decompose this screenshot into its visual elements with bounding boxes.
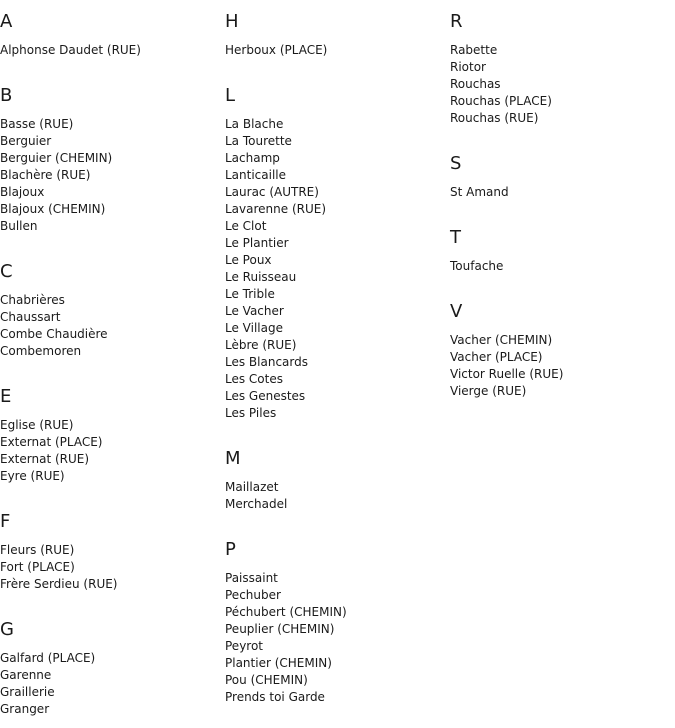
list-item bbox=[225, 587, 445, 604]
street-link[interactable]: Galfard (PLACE) bbox=[0, 651, 96, 665]
list-item bbox=[225, 252, 445, 269]
list-item bbox=[0, 434, 220, 451]
letter-group bbox=[0, 618, 220, 718]
street-link[interactable]: Le Clot bbox=[225, 219, 267, 233]
street-link[interactable]: Les Piles bbox=[225, 406, 277, 420]
street-link[interactable]: Péchubert (CHEMIN) bbox=[225, 605, 347, 619]
street-link[interactable]: Combe Chaudière bbox=[0, 327, 108, 341]
list-item bbox=[225, 604, 445, 621]
street-list bbox=[450, 184, 670, 201]
letter-heading: M bbox=[225, 448, 241, 469]
street-index-column-3 bbox=[450, 10, 670, 400]
list-item bbox=[225, 116, 445, 133]
list-item bbox=[225, 371, 445, 388]
list-item bbox=[0, 559, 220, 576]
street-link[interactable]: Le Ruisseau bbox=[225, 270, 297, 284]
list-item bbox=[225, 689, 445, 706]
letter-group bbox=[225, 447, 445, 513]
street-link[interactable]: Le Plantier bbox=[225, 236, 289, 250]
letter-group bbox=[0, 84, 220, 235]
street-link[interactable]: Vacher (PLACE) bbox=[450, 350, 543, 364]
street-list bbox=[0, 650, 220, 718]
street-link[interactable]: Le Vacher bbox=[225, 304, 284, 318]
street-link[interactable]: Victor Ruelle (RUE) bbox=[450, 367, 564, 381]
street-link[interactable]: Eglise (RUE) bbox=[0, 418, 74, 432]
street-link[interactable]: Herboux (PLACE) bbox=[225, 43, 328, 57]
street-link[interactable]: Pechuber bbox=[225, 588, 281, 602]
street-list bbox=[0, 42, 220, 59]
street-list bbox=[225, 116, 445, 422]
list-item bbox=[450, 93, 670, 110]
list-item bbox=[225, 218, 445, 235]
street-link[interactable]: St Amand bbox=[450, 185, 509, 199]
list-item bbox=[0, 417, 220, 434]
street-link[interactable]: Paissaint bbox=[225, 571, 278, 585]
street-link[interactable]: Lavarenne (RUE) bbox=[225, 202, 327, 216]
street-link[interactable]: Garenne bbox=[0, 668, 52, 682]
street-link[interactable]: Les Blancards bbox=[225, 355, 308, 369]
street-link[interactable]: Frère Serdieu (RUE) bbox=[0, 577, 118, 591]
letter-heading: H bbox=[225, 11, 239, 32]
street-link[interactable]: Merchadel bbox=[225, 497, 288, 511]
list-item bbox=[225, 621, 445, 638]
list-item bbox=[225, 42, 445, 59]
street-index-column-1 bbox=[0, 10, 220, 718]
letter-group bbox=[0, 260, 220, 360]
street-link[interactable]: Externat (PLACE) bbox=[0, 435, 103, 449]
list-item bbox=[0, 42, 220, 59]
list-item bbox=[225, 672, 445, 689]
street-link[interactable]: Pou (CHEMIN) bbox=[225, 673, 308, 687]
list-item bbox=[225, 570, 445, 587]
list-item bbox=[0, 167, 220, 184]
street-list bbox=[0, 542, 220, 593]
street-link[interactable]: Lanticaille bbox=[225, 168, 287, 182]
letter-heading: F bbox=[0, 511, 11, 532]
street-link[interactable]: Lachamp bbox=[225, 151, 280, 165]
street-link[interactable]: Peyrot bbox=[225, 639, 264, 653]
list-item bbox=[450, 76, 670, 93]
street-list bbox=[225, 479, 445, 513]
letter-heading: S bbox=[450, 153, 462, 174]
street-link[interactable]: Les Cotes bbox=[225, 372, 283, 386]
street-link[interactable]: Prends toi Garde bbox=[225, 690, 325, 704]
street-link[interactable]: Blajoux (CHEMIN) bbox=[0, 202, 106, 216]
street-link[interactable]: Les Genestes bbox=[225, 389, 306, 403]
street-link[interactable]: Graillerie bbox=[0, 685, 55, 699]
street-link[interactable]: Lèbre (RUE) bbox=[225, 338, 297, 352]
street-link[interactable]: Chaussart bbox=[0, 310, 61, 324]
list-item bbox=[225, 655, 445, 672]
street-link[interactable]: Berguier bbox=[0, 134, 52, 148]
list-item bbox=[0, 650, 220, 667]
list-item bbox=[0, 701, 220, 718]
list-item bbox=[450, 184, 670, 201]
letter-group bbox=[0, 10, 220, 59]
list-item bbox=[225, 286, 445, 303]
street-link[interactable]: Chabrières bbox=[0, 293, 65, 307]
street-link[interactable]: La Blache bbox=[225, 117, 284, 131]
list-item bbox=[450, 383, 670, 400]
street-list bbox=[0, 417, 220, 485]
street-link[interactable]: Toufache bbox=[450, 259, 504, 273]
street-link[interactable]: Plantier (CHEMIN) bbox=[225, 656, 332, 670]
street-link[interactable]: Laurac (AUTRE) bbox=[225, 185, 319, 199]
street-link[interactable]: Rouchas bbox=[450, 77, 501, 91]
letter-group bbox=[225, 10, 445, 59]
street-link[interactable]: Eyre (RUE) bbox=[0, 469, 65, 483]
list-item bbox=[225, 320, 445, 337]
list-item bbox=[450, 349, 670, 366]
street-link[interactable]: Riotor bbox=[450, 60, 486, 74]
letter-heading: L bbox=[225, 85, 236, 106]
list-item bbox=[225, 184, 445, 201]
letter-group bbox=[0, 385, 220, 485]
list-item bbox=[225, 388, 445, 405]
street-link[interactable]: Basse (RUE) bbox=[0, 117, 74, 131]
list-item bbox=[225, 133, 445, 150]
street-list bbox=[450, 332, 670, 400]
list-item bbox=[450, 366, 670, 383]
street-link[interactable]: Blajoux bbox=[0, 185, 45, 199]
list-item bbox=[0, 133, 220, 150]
letter-heading: G bbox=[0, 619, 14, 640]
list-item bbox=[450, 258, 670, 275]
street-link[interactable]: Berguier (CHEMIN) bbox=[0, 151, 113, 165]
list-item bbox=[0, 684, 220, 701]
letter-group bbox=[225, 538, 445, 706]
street-list bbox=[0, 292, 220, 360]
list-item bbox=[225, 479, 445, 496]
street-link[interactable]: Combemoren bbox=[0, 344, 82, 358]
list-item bbox=[0, 343, 220, 360]
list-item bbox=[450, 332, 670, 349]
street-list bbox=[0, 116, 220, 235]
list-item bbox=[225, 496, 445, 513]
list-item bbox=[0, 667, 220, 684]
street-link[interactable]: Fleurs (RUE) bbox=[0, 543, 75, 557]
list-item bbox=[0, 116, 220, 133]
list-item bbox=[0, 451, 220, 468]
street-list bbox=[225, 42, 445, 59]
list-item bbox=[0, 576, 220, 593]
list-item bbox=[0, 201, 220, 218]
street-link[interactable]: Externat (RUE) bbox=[0, 452, 90, 466]
street-link[interactable]: Rouchas (RUE) bbox=[450, 111, 539, 125]
letter-heading: E bbox=[0, 386, 12, 407]
letter-group bbox=[450, 10, 670, 127]
list-item bbox=[450, 110, 670, 127]
letter-heading: P bbox=[225, 539, 236, 560]
letter-group bbox=[225, 84, 445, 422]
street-list bbox=[225, 570, 445, 706]
street-link[interactable]: Alphonse Daudet (RUE) bbox=[0, 43, 141, 57]
list-item bbox=[225, 337, 445, 354]
street-link[interactable]: Rabette bbox=[450, 43, 498, 57]
street-link[interactable]: Vacher (CHEMIN) bbox=[450, 333, 553, 347]
list-item bbox=[225, 638, 445, 655]
letter-group bbox=[450, 152, 670, 201]
letter-heading: V bbox=[450, 301, 463, 322]
letter-group bbox=[0, 510, 220, 593]
street-link[interactable]: Bullen bbox=[0, 219, 38, 233]
list-item bbox=[0, 542, 220, 559]
street-list bbox=[450, 258, 670, 275]
street-link[interactable]: Maillazet bbox=[225, 480, 279, 494]
street-list bbox=[450, 42, 670, 127]
list-item bbox=[225, 235, 445, 252]
letter-group bbox=[450, 226, 670, 275]
letter-heading: T bbox=[450, 227, 461, 248]
list-item bbox=[225, 150, 445, 167]
list-item bbox=[225, 303, 445, 320]
list-item bbox=[0, 218, 220, 235]
list-item bbox=[0, 326, 220, 343]
letter-heading: A bbox=[0, 11, 13, 32]
list-item bbox=[0, 150, 220, 167]
letter-heading: C bbox=[0, 261, 13, 282]
list-item bbox=[450, 59, 670, 76]
list-item bbox=[225, 354, 445, 371]
street-link[interactable]: Le Poux bbox=[225, 253, 272, 267]
letter-heading: B bbox=[0, 85, 13, 106]
street-link[interactable]: La Tourette bbox=[225, 134, 292, 148]
list-item bbox=[0, 184, 220, 201]
list-item bbox=[0, 292, 220, 309]
letter-group bbox=[450, 300, 670, 400]
list-item bbox=[225, 201, 445, 218]
list-item bbox=[225, 167, 445, 184]
list-item bbox=[225, 269, 445, 286]
street-link[interactable]: Le Village bbox=[225, 321, 283, 335]
list-item bbox=[225, 405, 445, 422]
letter-heading: R bbox=[450, 11, 463, 32]
street-link[interactable]: Fort (PLACE) bbox=[0, 560, 75, 574]
street-link[interactable]: Blachère (RUE) bbox=[0, 168, 91, 182]
list-item bbox=[0, 309, 220, 326]
street-link[interactable]: Vierge (RUE) bbox=[450, 384, 527, 398]
list-item bbox=[0, 468, 220, 485]
street-link[interactable]: Le Trible bbox=[225, 287, 275, 301]
street-link[interactable]: Peuplier (CHEMIN) bbox=[225, 622, 335, 636]
street-index-column-2 bbox=[225, 10, 445, 706]
street-link[interactable]: Granger bbox=[0, 702, 50, 716]
list-item bbox=[450, 42, 670, 59]
street-link[interactable]: Rouchas (PLACE) bbox=[450, 94, 552, 108]
